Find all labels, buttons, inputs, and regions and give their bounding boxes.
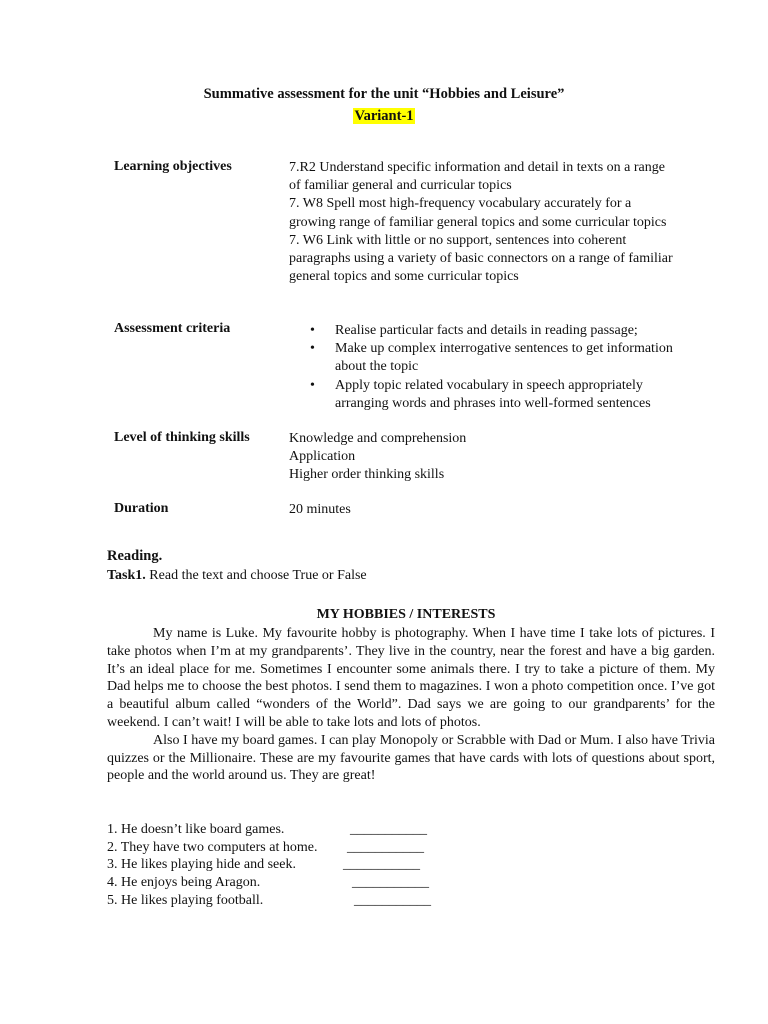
objective-line: 7. W8 Spell most high-frequency vocabulary accurately for a — [289, 196, 632, 212]
thinking-line: Higher order thinking skills — [289, 467, 445, 483]
criteria-item — [290, 322, 710, 340]
criteria-line: Apply topic related vocabulary in speech appropriately — [335, 377, 643, 393]
question-text: 4. He enjoys being Aragon. — [107, 875, 261, 890]
page-title: Summative assessment for the unit “Hobbies and Leisure” — [203, 86, 565, 102]
criteria-label: Assessment criteria — [114, 321, 231, 336]
question-text: 2. They have two computers at home. — [107, 840, 318, 855]
objectives-text — [289, 159, 673, 286]
question-item — [107, 875, 429, 891]
criteria-item — [290, 340, 710, 376]
objective-line: 7.R2 Understand specific information and detail in texts on a range — [289, 160, 665, 175]
criteria-item — [290, 377, 710, 413]
question-item — [107, 893, 431, 909]
bullet-icon: • — [310, 341, 315, 357]
criteria-line: arranging words and phrases into well-formed sentences — [335, 395, 651, 411]
variant-label: Variant-1 — [354, 108, 414, 124]
criteria-line: Realise particular facts and details in reading passage; — [335, 323, 638, 338]
objective-line: of familiar general and curricular topics — [289, 178, 512, 194]
story-paragraph: My name is Luke. My favourite hobby is photography. When I have time I take lots of pictures. I take photos when I’m at my grandparents’. They live in the country, near the forest and have a big garden. It’s an ideal place for me. Sometimes I encounter some animals there. I try to take a picture of them. My Dad helps me to choose the best photos. I send them to magazines. I won a photo competition once. I’ve got a beautiful album called “wonders of the World”. Dad says we are going to our grandparents’ for the weekend. I can’t wait! I will be able to take lots and lots of photos. — [107, 626, 715, 730]
duration-value: 20 minutes — [289, 502, 351, 517]
answer-blank[interactable]: ___________ — [347, 840, 424, 855]
answer-blank[interactable]: ___________ — [354, 893, 431, 908]
variant-heading — [0, 107, 768, 125]
question-item — [107, 857, 420, 873]
task-label: Task1. — [107, 568, 146, 583]
question-item — [107, 840, 424, 856]
task-text: Read the text and choose True or False — [145, 568, 367, 583]
thinking-line: Knowledge and comprehension — [289, 431, 467, 446]
story-text — [107, 625, 715, 785]
answer-blank[interactable]: ___________ — [350, 822, 427, 837]
objective-line: general topics and some curricular topics — [289, 269, 519, 285]
reading-heading: Reading. — [107, 548, 163, 564]
duration-label: Duration — [114, 501, 169, 516]
story-paragraph: Also I have my board games. I can play Monopoly or Scrabble with Dad or Mum. I also have Trivia quizzes or the Millionaire. These are my favourite games that have cards with lots of questions about sport, people and the world around us. They are great! — [107, 732, 715, 784]
answer-blank[interactable]: ___________ — [352, 875, 429, 890]
task-instruction — [107, 568, 367, 584]
question-item — [107, 822, 427, 838]
story-title: MY HOBBIES / INTERESTS — [316, 607, 496, 622]
objective-line: 7. W6 Link with little or no support, sentences into coherent — [289, 232, 627, 248]
question-text: 1. He doesn’t like board games. — [107, 822, 285, 837]
bullet-icon: • — [310, 323, 315, 338]
criteria-line: Make up complex interrogative sentences to get information — [335, 341, 673, 357]
question-text: 3. He likes playing hide and seek. — [107, 857, 296, 872]
criteria-list — [290, 322, 710, 413]
thinking-label: Level of thinking skills — [114, 430, 250, 445]
objective-line: paragraphs using a variety of basic connectors on a range of familiar — [289, 251, 673, 267]
objective-line: growing range of familiar general topics and some curricular topics — [289, 214, 667, 230]
bullet-icon: • — [310, 377, 315, 393]
question-text: 5. He likes playing football. — [107, 893, 264, 908]
objectives-label: Learning objectives — [114, 159, 232, 174]
answer-blank[interactable]: ___________ — [343, 857, 420, 872]
criteria-line: about the topic — [335, 359, 419, 375]
thinking-text — [289, 430, 466, 485]
thinking-line: Application — [289, 449, 356, 465]
